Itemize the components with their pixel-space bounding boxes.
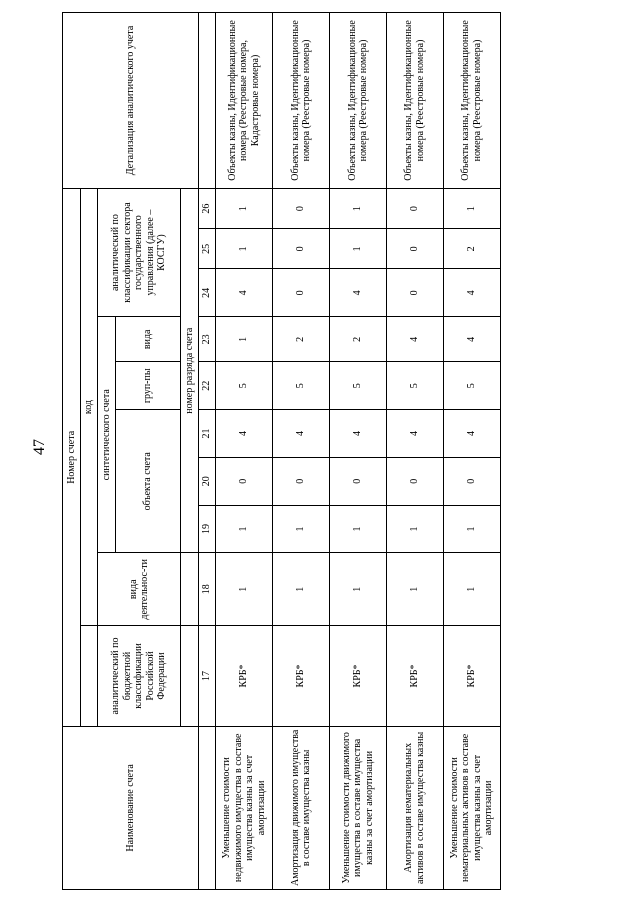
col-num: 17: [198, 626, 216, 726]
row-digit: 5: [443, 362, 500, 410]
row-digit: 1: [216, 317, 273, 362]
row-activity: 1: [273, 553, 330, 626]
row-digit: 4: [387, 317, 444, 362]
row-digit: 0: [330, 457, 387, 505]
row-digit: 1: [216, 229, 273, 269]
row-activity: 1: [443, 553, 500, 626]
col-num: 22: [198, 362, 216, 410]
row-name: Амортизация движимого имущества в составе имущества казны: [273, 726, 330, 889]
account-object-header: объекта счета: [115, 410, 180, 553]
row-digit: 1: [216, 188, 273, 228]
row-digit: 1: [387, 505, 444, 553]
column-numbers-row: [198, 13, 216, 890]
account-number-header: Номер счета: [63, 188, 81, 726]
row-detail: Объекты казны, Идентификационные номера (Реестровые номера): [330, 13, 387, 189]
col-num: 25: [198, 229, 216, 269]
digit-blank-right: [181, 553, 199, 626]
row-digit: 4: [443, 410, 500, 458]
row-digit: 4: [443, 269, 500, 317]
kosgu-header: аналитический по классификации сектора государственного управления (далее – КОСГУ): [98, 188, 181, 316]
row-digit: 0: [387, 229, 444, 269]
table-row: [216, 13, 273, 890]
row-digit: 0: [387, 457, 444, 505]
table-row: [443, 13, 500, 890]
digit-blank-left: [181, 626, 199, 726]
row-name: Уменьшение стоимости нематериальных активов в составе имущества казны за счет амортизации: [443, 726, 500, 889]
row-digit: 0: [387, 269, 444, 317]
row-digit: 0: [273, 229, 330, 269]
row-krb: КРБ*: [273, 626, 330, 726]
row-digit: 5: [273, 362, 330, 410]
row-digit: 4: [216, 410, 273, 458]
row-digit: 5: [387, 362, 444, 410]
row-krb: КРБ*: [216, 626, 273, 726]
row-krb: КРБ*: [387, 626, 444, 726]
page-number-text: 47: [31, 439, 48, 455]
header-row-1: [63, 13, 81, 890]
row-digit: 1: [443, 505, 500, 553]
page-number: [30, 438, 50, 456]
col-num: 19: [198, 505, 216, 553]
row-activity: 1: [216, 553, 273, 626]
col-num-blank: [198, 726, 216, 889]
row-digit: 2: [273, 317, 330, 362]
table-row: [273, 13, 330, 890]
row-digit: 5: [330, 362, 387, 410]
row-digit: 0: [273, 457, 330, 505]
digit-number-header: номер разряда счета: [181, 188, 199, 552]
row-activity: 1: [387, 553, 444, 626]
row-krb: КРБ*: [443, 626, 500, 726]
col-num: 21: [198, 410, 216, 458]
row-detail: Объекты казны, Идентификационные номера (Реестровые номера): [387, 13, 444, 189]
col-num: 18: [198, 553, 216, 626]
row-digit: 1: [216, 505, 273, 553]
row-digit: 5: [216, 362, 273, 410]
row-digit: 2: [443, 229, 500, 269]
col-num: 23: [198, 317, 216, 362]
table-container: [62, 0, 607, 905]
row-digit: 4: [330, 269, 387, 317]
row-detail: Объекты казны, Идентификационные номера (Реестровые номера, Кадастровые номера): [216, 13, 273, 189]
detail-header: Детализация аналитического учета: [63, 13, 199, 189]
account-table: [62, 12, 501, 890]
row-digit: 0: [216, 457, 273, 505]
group-header: груп-пы: [115, 362, 180, 410]
budget-class-header: аналитический по бюджетной классификации Российской Федерации: [98, 626, 181, 726]
row-digit: 4: [216, 269, 273, 317]
synthetic-header: синтетического счета: [98, 317, 116, 553]
code-header: код: [80, 188, 98, 625]
table-row: [330, 13, 387, 890]
code-blank: [80, 626, 98, 726]
row-name: Уменьшение стоимости недвижимого имущества в составе имущества казны за счет амортизации: [216, 726, 273, 889]
row-digit: 0: [387, 188, 444, 228]
row-digit: 4: [330, 410, 387, 458]
row-detail: Объекты казны, Идентификационные номера (Реестровые номера): [443, 13, 500, 189]
row-digit: 1: [273, 505, 330, 553]
rotated-page: [62, 12, 501, 890]
row-digit: 0: [273, 269, 330, 317]
account-name-header: Наименование счета: [63, 726, 199, 889]
row-digit: 1: [330, 188, 387, 228]
row-digit: 4: [443, 317, 500, 362]
row-digit: 0: [443, 457, 500, 505]
col-num-blank: [198, 13, 216, 189]
row-name: Амортизация нематериальных активов в составе имущества казны: [387, 726, 444, 889]
row-krb: КРБ*: [330, 626, 387, 726]
row-detail: Объекты казны, Идентификационные номера (Реестровые номера): [273, 13, 330, 189]
row-digit: 1: [330, 505, 387, 553]
kind-header: вида: [115, 317, 180, 362]
activity-type-header: вида деятельнос-ти: [98, 553, 181, 626]
table-row: [387, 13, 444, 890]
row-digit: 4: [273, 410, 330, 458]
row-name: Уменьшение стоимости движимого имущества в составе имущества казны за счет амортизации: [330, 726, 387, 889]
row-activity: 1: [330, 553, 387, 626]
row-digit: 1: [330, 229, 387, 269]
row-digit: 1: [443, 188, 500, 228]
row-digit: 0: [273, 188, 330, 228]
col-num: 26: [198, 188, 216, 228]
row-digit: 4: [387, 410, 444, 458]
col-num: 24: [198, 269, 216, 317]
row-digit: 2: [330, 317, 387, 362]
col-num: 20: [198, 457, 216, 505]
